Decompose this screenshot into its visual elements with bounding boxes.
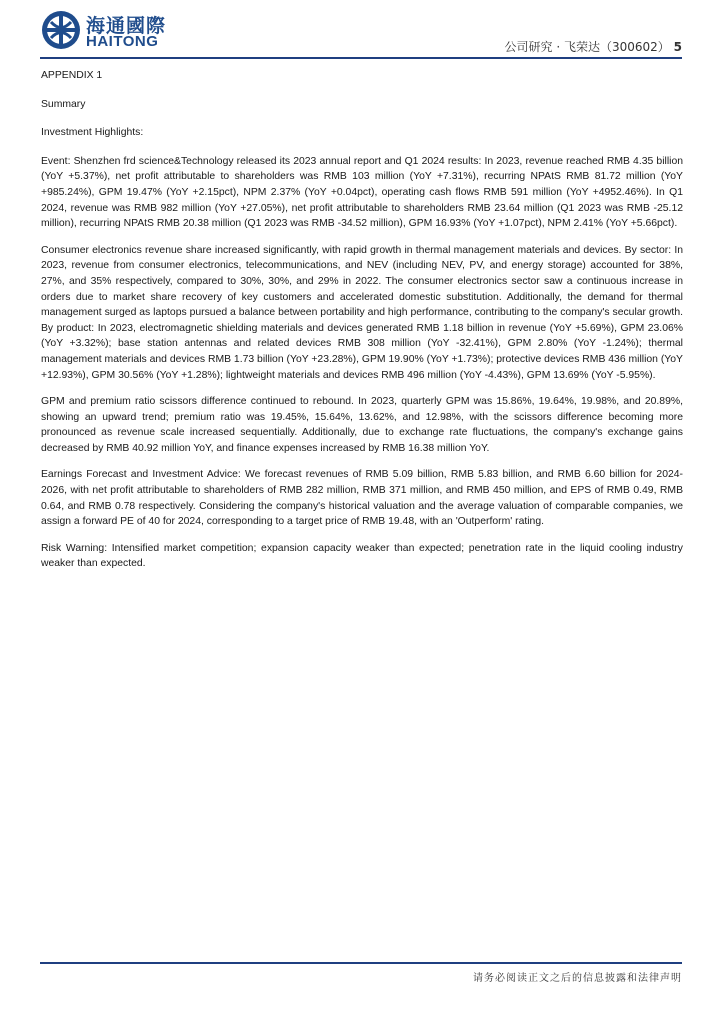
earnings-forecast-paragraph: Earnings Forecast and Investment Advice: We forecast revenues of RMB 5.09 billion, RMB 5.83 billion, and RMB 6.60 billion for 2024-2026, with net profit attributable to shareholders of RMB 282 million, RMB 371 million, and RMB 450 million, and EPS of RMB 0.49, RMB 0.64, and RMB 0.78 respectively. Considering the company's historical valuation and the average valuation of comparable companies, we assign a forward PE of 40 for 2024, corresponding to a target price of RMB 19.48, with an 'Outperform' rating. — [41, 469, 683, 528]
page-reference — [505, 38, 682, 55]
report-reference: 公司研究 · 飞荣达（300602） — [504, 40, 670, 54]
footer-rule — [40, 962, 682, 964]
page-header — [0, 0, 724, 60]
haitong-logo — [40, 9, 170, 51]
appendix-label: APPENDIX 1 — [41, 70, 103, 81]
header-rule — [40, 57, 682, 59]
event-paragraph: Event: Shenzhen frd science&Technology released its 2023 annual report and Q1 2024 results: In 2023, revenue reached RMB 4.35 billion (YoY +5.37%), net profit attributable to shareholders was RMB 103 million (YoY +7.31%), recurring NPAtS RMB 81.72 million (YoY +985.24%), GPM 19.47% (YoY +2.15pct), NPM 2.37% (YoY +0.04pct), operating cash flows RMB 591 million (YoY +4952.46%). In Q1 2024, revenue was RMB 982 million (YoY +27.05%), net profit attributable to shareholders RMB 23.64 million (Q1 2023 was RMB -25.12 million), recurring NPAtS RMB 20.38 million (Q1 2023 was RMB -34.52 million), GPM 16.93% (YoY +1.07pct), NPM 2.41% (YoY +5.66pct). — [41, 155, 683, 230]
haitong-emblem-icon — [40, 9, 82, 51]
risk-warning-paragraph: Risk Warning: Intensified market competition; expansion capacity weaker than expected; penetration rate in the liquid cooling industry weaker than expected. — [41, 542, 683, 570]
logo-english-text: HAITONG — [86, 33, 159, 50]
summary-label: Summary — [41, 98, 86, 110]
consumer-electronics-paragraph: Consumer electronics revenue share increased significantly, with rapid growth in thermal management materials and devices. By sector: In 2023, revenue from consumer electronics, telecommunications, and NEV (including NEV, PV, and energy storage) accounted for 38%, 27%, and 35% respectively, compared to 30%, 30%, and 29% in 2022. The consumer electronics sector saw a continuous increase in orders due to market share recovery of key customers and accelerated domestic substitution. Additionally, the demand for thermal management surged as laptops pursued a balance between portability and high performance, contributing to the company's secular growth. By product: In 2023, electromagnetic shielding materials and devices generated RMB 1.18 billion in revenue (YoY +5.69%), GPM 23.06% (YoY +3.32%); base station antennas and related devices RMB 308 million (YoY -32.41%), GPM 2.80% (YoY -1.24%); thermal management materials and devices RMB 1.73 billion (YoY +23.28%), GPM 19.90% (YoY +1.73%); protective devices RMB 436 million (YoY +12.93%), GPM 30.56% (YoY +1.28%); lightweight materials and devices RMB 496 million (YoY -4.43%), GPM 13.69% (YoY -5.95%). — [41, 244, 683, 381]
logo-chinese-text: 海通國際 — [86, 15, 167, 37]
gpm-paragraph: GPM and premium ratio scissors difference continued to rebound. In 2023, quarterly GPM was 15.86%, 19.64%, 19.98%, and 20.89%, showing an upward trend; premium ratio was 19.45%, 15.64%, 13.62%, and 12.98%, with the scissors difference becoming more pronounced as revenue scale increased sequentially. Additionally, due to exchange rate fluctuations, the company's exchange gains decreased by RMB 40.92 million YoY, and finance expenses increased by RMB 16.38 million YoY. — [41, 396, 683, 454]
footer-disclaimer: 请务必阅读正文之后的信息披露和法律声明 — [473, 973, 682, 984]
page-number: 5 — [673, 40, 682, 54]
document-body — [41, 68, 683, 583]
investment-highlights-heading: Investment Highlights: — [41, 127, 144, 139]
